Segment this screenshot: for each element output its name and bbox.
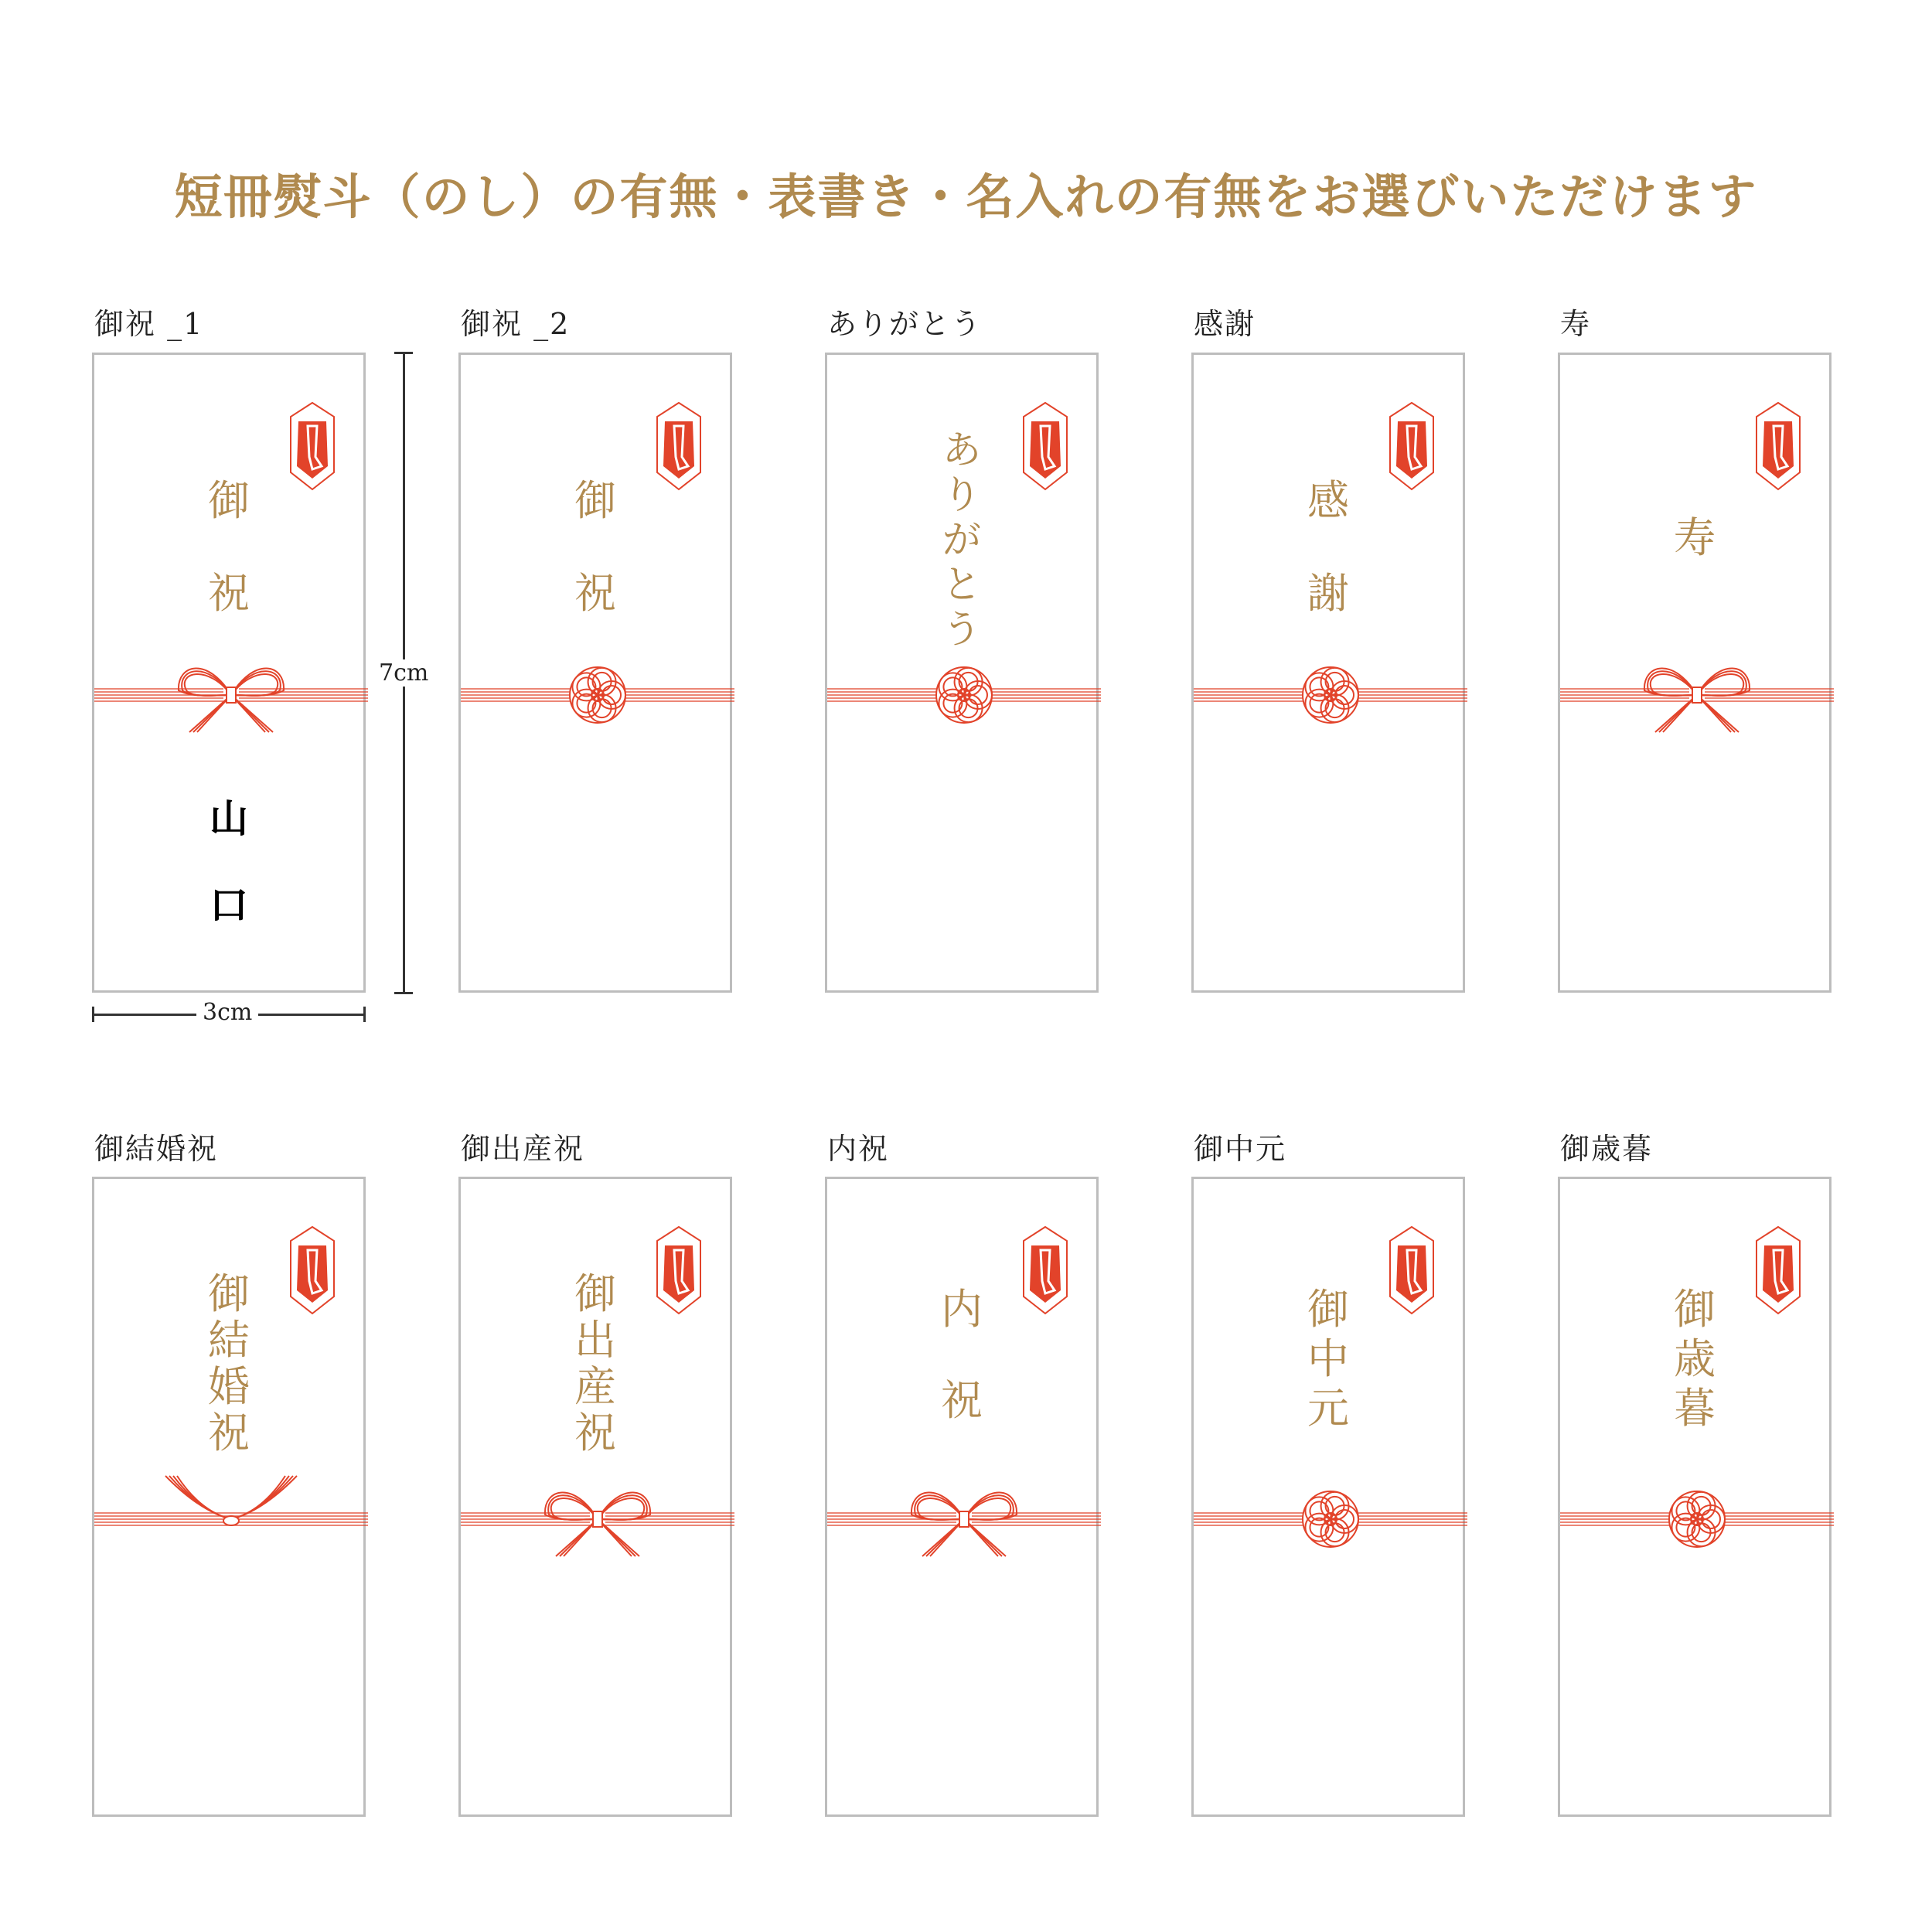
noshi-card[interactable] — [458, 353, 732, 993]
card-text — [94, 476, 363, 618]
awaji-knot-icon — [1303, 667, 1358, 723]
card-char: 歳 — [1674, 1334, 1716, 1383]
card-char: 祝 — [208, 569, 250, 618]
bow-tail — [231, 695, 273, 732]
card-char: 婚 — [208, 1362, 250, 1411]
card-char: う — [942, 607, 981, 652]
knot-center — [1692, 687, 1702, 703]
bow-tail — [556, 1519, 598, 1556]
noshi-emblem-icon — [1390, 403, 1433, 489]
awaji-knot-icon — [1303, 1491, 1358, 1547]
name-text — [94, 788, 363, 930]
card-char: と — [942, 562, 981, 607]
card-char: 御 — [1674, 1285, 1716, 1334]
noshi-emblem-icon — [291, 403, 334, 489]
bow-knot-icon — [1644, 668, 1750, 732]
card-caption: 御結婚祝 — [94, 1132, 219, 1166]
card-caption: ありがとう — [827, 307, 983, 341]
card-char: 元 — [1307, 1384, 1349, 1433]
bow-tail — [1655, 695, 1697, 732]
card-char: 結 — [208, 1316, 250, 1365]
card-text — [1560, 1285, 1829, 1433]
noshi-graphic — [1194, 1179, 1467, 1819]
card-text — [94, 1269, 363, 1457]
noshi-card[interactable] — [825, 353, 1099, 993]
musubikiri-knot-icon — [165, 1476, 297, 1525]
noshi-graphic — [1194, 355, 1467, 995]
card-char: が — [942, 517, 981, 562]
card-char: 中 — [1307, 1334, 1349, 1383]
noshi-card[interactable] — [1558, 353, 1831, 993]
card-text — [461, 476, 730, 618]
bow-tail — [922, 1519, 964, 1556]
bow-knot-icon — [179, 668, 284, 732]
card-char: 祝 — [941, 1376, 983, 1425]
knot-center — [223, 1516, 239, 1525]
card-char: 祝 — [208, 1409, 250, 1457]
knot-center — [227, 687, 236, 703]
noshi-card[interactable] — [458, 1177, 732, 1817]
bow-tail — [189, 695, 231, 732]
knot-center — [959, 1511, 969, 1527]
card-char: 御 — [208, 1269, 250, 1318]
card-text — [827, 1285, 1096, 1425]
card-char: 祝 — [574, 569, 616, 618]
card-caption: 御歳暮 — [1560, 1132, 1654, 1166]
card-char: 御 — [574, 1269, 616, 1318]
noshi-card[interactable] — [1191, 353, 1465, 993]
bow-tail — [1697, 695, 1739, 732]
card-char: 祝 — [574, 1409, 616, 1457]
bow-tail — [964, 1519, 1006, 1556]
noshi-card[interactable] — [92, 1177, 366, 1817]
card-caption: 御祝 _1 — [94, 307, 204, 341]
width-label: 3cm — [196, 999, 258, 1026]
awaji-knot-icon — [570, 667, 625, 723]
card-text — [1560, 513, 1829, 562]
card-caption: 御祝 _2 — [461, 307, 571, 341]
noshi-card[interactable] — [1558, 1177, 1831, 1817]
noshi-graphic — [461, 355, 734, 995]
bow-knot-icon — [911, 1492, 1017, 1556]
noshi-card[interactable] — [1191, 1177, 1465, 1817]
card-char: 寿 — [1674, 513, 1716, 562]
bow-knot-icon — [545, 1492, 650, 1556]
card-char: り — [942, 472, 981, 517]
awaji-knot-icon — [1669, 1491, 1725, 1547]
card-text — [1194, 1285, 1463, 1433]
card-text — [827, 428, 1096, 652]
bow-tail — [598, 1519, 639, 1556]
name-char: 口 — [210, 882, 248, 928]
card-char: 御 — [574, 476, 616, 525]
awaji-knot-icon — [936, 667, 992, 723]
card-caption: 内祝 — [827, 1132, 890, 1166]
card-char: 産 — [574, 1362, 616, 1411]
card-caption: 御出産祝 — [461, 1132, 585, 1166]
card-caption: 感謝 — [1194, 307, 1256, 341]
noshi-graphic — [1560, 1179, 1834, 1819]
card-caption: 御中元 — [1194, 1132, 1287, 1166]
name-char: 山 — [210, 796, 248, 841]
card-char: 御 — [1307, 1285, 1349, 1334]
card-char: 謝 — [1307, 569, 1349, 618]
noshi-card[interactable] — [92, 353, 366, 993]
card-char: 出 — [574, 1316, 616, 1365]
card-caption: 寿 — [1560, 307, 1592, 341]
noshi-card[interactable] — [825, 1177, 1099, 1817]
card-char: 暮 — [1674, 1384, 1716, 1433]
dimension-tick — [363, 1007, 366, 1022]
card-char: 感 — [1307, 476, 1349, 525]
noshi-emblem-icon — [657, 403, 700, 489]
page-title: 短冊熨斗（のし）の有無・表書き・名入れの有無をお選びいただけます — [174, 169, 1758, 225]
card-text — [1194, 476, 1463, 618]
card-char: あ — [942, 428, 981, 472]
noshi-emblem-icon — [1757, 403, 1800, 489]
height-label: 7cm — [373, 659, 434, 687]
noshi-graphic — [1560, 355, 1834, 995]
noshi-graphic — [827, 1179, 1101, 1819]
card-char: 御 — [208, 476, 250, 525]
card-char: 内 — [941, 1285, 983, 1334]
dimension-tick — [394, 992, 413, 994]
card-text — [461, 1269, 730, 1457]
knot-center — [593, 1511, 602, 1527]
